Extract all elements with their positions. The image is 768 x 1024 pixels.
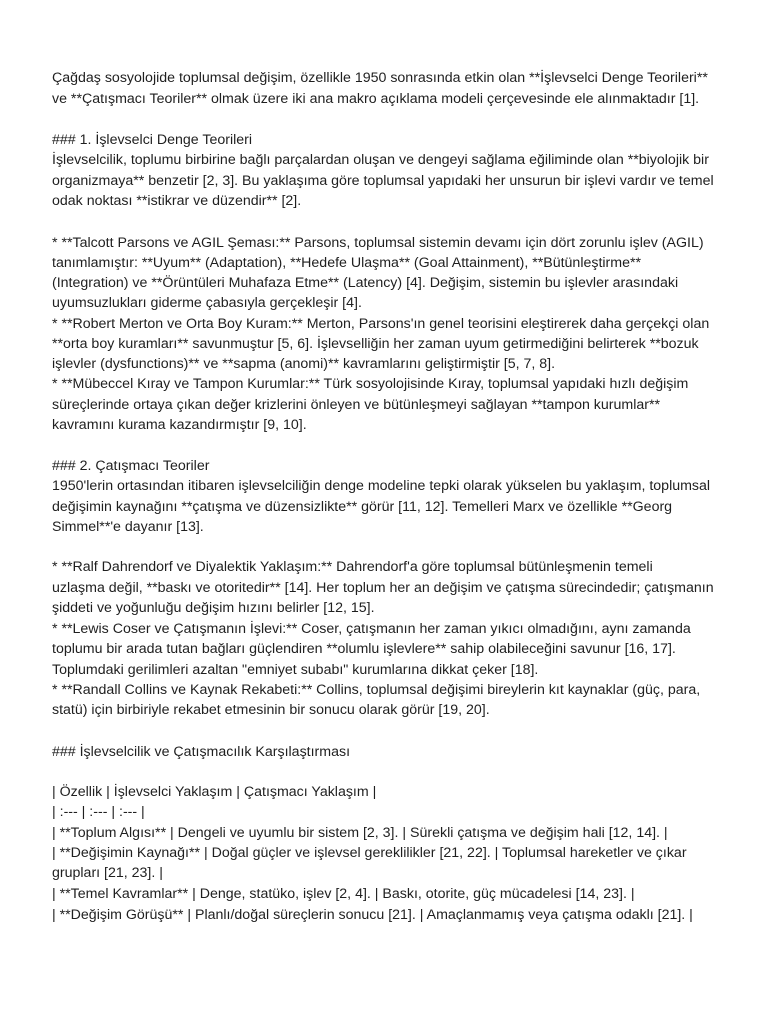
- bullet-collins-line: * **Randall Collins ve Kaynak Rekabeti:** Collins, toplumsal değişimi bireylerin kıt kaynaklar (güç, para,: [52, 682, 701, 698]
- section-2-paragraph-line: Simmel**'e dayanır [13].: [52, 519, 204, 535]
- intro-line: ve **Çatışmacı Teoriler** olmak üzere iki ana makro açıklama modeli çerçevesinde ele alınmaktadır [1].: [52, 91, 700, 107]
- section-1-heading: ### 1. İşlevselci Denge Teorileri: [52, 132, 253, 148]
- bullet-collins-line: statü) için birbiriyle rekabet etmesinin bir sonucu olarak görür [19, 20].: [52, 702, 490, 718]
- table-row: | **Toplum Algısı** | Dengeli ve uyumlu bir sistem [2, 3]. | Sürekli çatışma ve değişim hali [12, 14]. |: [52, 825, 668, 841]
- bullet-parsons-line: uyumsuzlukları giderme çabasıyla gerçekleşir [4].: [52, 295, 362, 311]
- table-row: | **Değişimin Kaynağı** | Doğal güçler ve işlevsel gereklilikler [21, 22]. | Toplumsal hareketler ve çıkar: [52, 845, 687, 861]
- bullet-kiray-line: kavramını kurama kazandırmıştır [9, 10].: [52, 417, 307, 433]
- section-1-paragraph-line: odak noktası **istikrar ve düzendir** [2].: [52, 193, 302, 209]
- bullet-merton-line: * **Robert Merton ve Orta Boy Kuram:** Merton, Parsons'ın genel teorisini eleştirerek daha gerçekçi olan: [52, 316, 710, 332]
- bullet-kiray-line: süreçlerinde ortaya çıkan değer krizlerini önleyen ve bütünleşmeyi sağlayan **tampon kurumlar**: [52, 397, 661, 413]
- section-2-paragraph-line: 1950'lerin ortasından itibaren işlevselciliğin denge modeline tepki olarak yükselen bu yaklaşım, toplumsal: [52, 478, 711, 494]
- table-row-continuation: grupları [21, 23]. |: [52, 865, 163, 881]
- bullet-dahrendorf-line: şiddeti ve yoğunluğu değişim hızını belirler [12, 15].: [52, 600, 375, 616]
- bullet-coser-line: toplumu bir arada tutan bağları güçlendiren **olumlu işlevlere** sahip olabileceğini savunur [16, 17].: [52, 641, 676, 657]
- section-2-heading: ### 2. Çatışmacı Teoriler: [52, 458, 210, 474]
- section-3-heading: ### İşlevselcilik ve Çatışmacılık Karşılaştırması: [52, 744, 351, 760]
- intro-line: Çağdaş sosyolojide toplumsal değişim, özellikle 1950 sonrasında etkin olan **İşlevselci Denge Teorileri**: [52, 70, 708, 86]
- table-row: | **Değişim Görüşü** | Planlı/doğal süreçlerin sonucu [21]. | Amaçlanmamış veya çatışma odaklı [21]. |: [52, 907, 693, 923]
- bullet-kiray-line: * **Mübeccel Kıray ve Tampon Kurumlar:** Türk sosyolojisinde Kıray, toplumsal yapıdaki hızlı değişim: [52, 376, 689, 392]
- table-separator-line: | :--- | :--- | :--- |: [52, 804, 145, 820]
- bullet-parsons-line: * **Talcott Parsons ve AGIL Şeması:** Parsons, toplumsal sistemin devamı için dört zorunlu işlev (AGIL): [52, 235, 704, 251]
- bullet-dahrendorf-line: uzlaşma değil, **baskı ve otoritedir** [14]. Her toplum her an değişim ve çatışma sürecindedir; çatışmanın: [52, 580, 714, 596]
- table-header-line: | Özellik | İşlevselci Yaklaşım | Çatışmacı Yaklaşım |: [52, 784, 377, 800]
- bullet-coser-line: Toplumdaki gerilimleri azaltan "emniyet subabı" kurumlarına dikkat çeker [18].: [52, 662, 539, 678]
- bullet-parsons-line: (Integration) ve **Örüntüleri Muhafaza Etme** (Latency) [4]. Değişim, sistemin bu işlevler arasındaki: [52, 275, 679, 291]
- section-2-paragraph-line: değişimin kaynağını **çatışma ve düzensizlikte** görür [11, 12]. Temelleri Marx ve özellikle **Georg: [52, 499, 673, 515]
- bullet-dahrendorf-line: * **Ralf Dahrendorf ve Diyalektik Yaklaşım:** Dahrendorf'a göre toplumsal bütünleşmenin temeli: [52, 559, 653, 575]
- bullet-merton-line: **orta boy kuramları** savunmuştur [5, 6]. İşlevselliğin her zaman uyum getirmediğini belirterek **bozuk: [52, 336, 699, 352]
- table-row: | **Temel Kavramlar** | Denge, statüko, işlev [2, 4]. | Baskı, otorite, güç mücadelesi [14, 23]. |: [52, 886, 635, 902]
- section-1-paragraph-line: organizmaya** benzetir [2, 3]. Bu yaklaşıma göre toplumsal yapıdaki her unsurun bir işlevi vardır ve temel: [52, 173, 714, 189]
- section-1-paragraph-line: İşlevselcilik, toplumu birbirine bağlı parçalardan oluşan ve dengeyi sağlama eğiliminde olan **biyolojik bir: [52, 152, 709, 168]
- bullet-parsons-line: tanımlamıştır: **Uyum** (Adaptation), **Hedefe Ulaşma** (Goal Attainment), **Bütünleştirme**: [52, 255, 642, 271]
- bullet-coser-line: * **Lewis Coser ve Çatışmanın İşlevi:** Coser, çatışmanın her zaman yıkıcı olmadığını, aynı zamanda: [52, 621, 691, 637]
- bullet-merton-line: işlevler (dysfunctions)** ve **sapma (anomi)** kavramlarını geliştirmiştir [5, 7, 8].: [52, 356, 556, 372]
